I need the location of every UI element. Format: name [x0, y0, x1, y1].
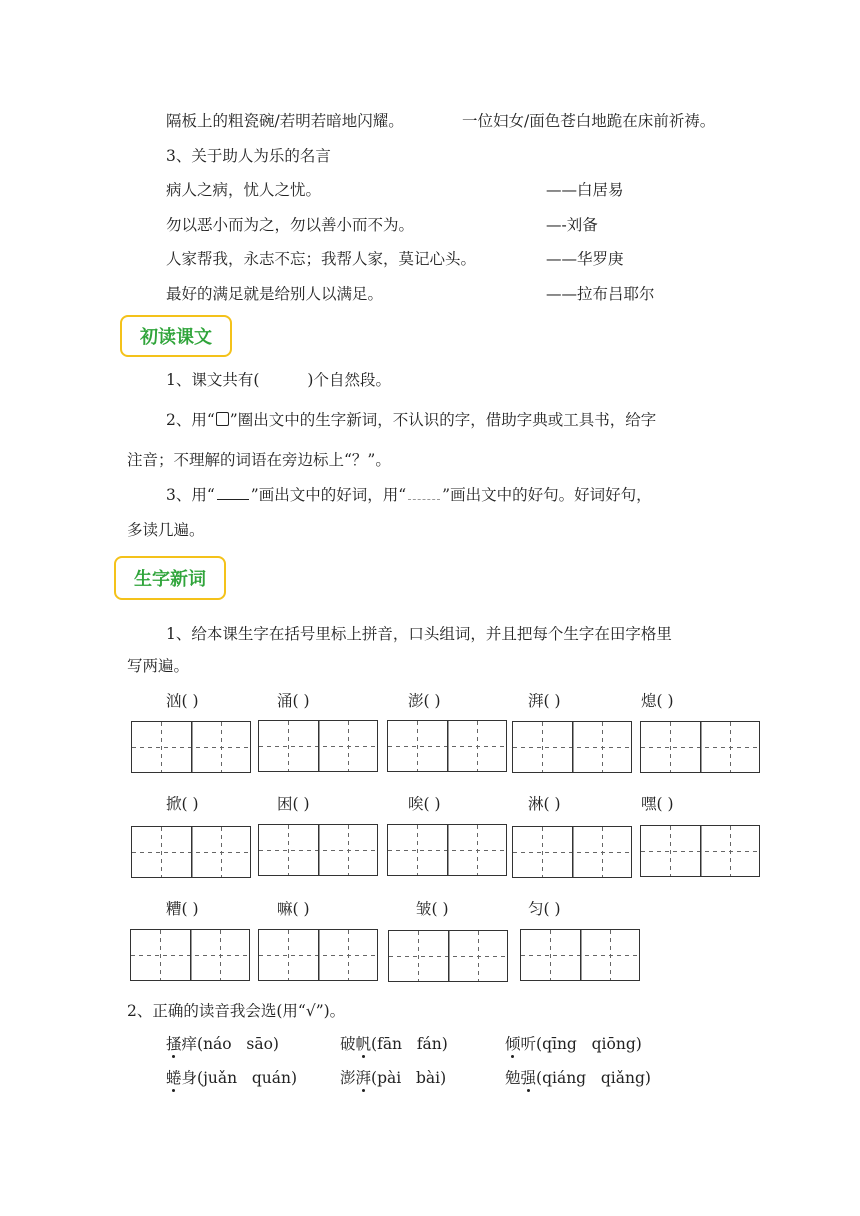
- tian-grid[interactable]: [520, 929, 640, 981]
- dotted-char: 湃: [355, 1069, 372, 1087]
- quote-text: 人家帮我，永志不忘；我帮人家，莫记心头。: [166, 250, 477, 268]
- char-label: 糟( ): [166, 900, 199, 918]
- pronunciation-choice[interactable]: [505, 1068, 651, 1088]
- pronunciation-choice[interactable]: [340, 1068, 446, 1088]
- task-3-text-b: ”画出文中的好词，用“: [250, 486, 407, 504]
- char-label: 嘿( ): [641, 795, 674, 813]
- task-2: [166, 410, 656, 430]
- dotted-char: 倾: [505, 1035, 521, 1053]
- tian-grid[interactable]: [258, 824, 378, 876]
- new-words-instruction: 1、给本课生字在括号里标上拼音，口头组词，并且把每个生字在田字格里: [166, 625, 672, 643]
- tian-grid[interactable]: [131, 826, 251, 878]
- choice-options: (qiáng qiǎng): [536, 1069, 651, 1087]
- section-heading-new-words: 生字新词: [114, 556, 226, 600]
- intro-right-text: 一位妇女/面色苍白地跪在床前祈祷。: [462, 112, 716, 130]
- section-heading-first-reading: 初读课文: [120, 315, 232, 357]
- char-label: 匀( ): [528, 900, 561, 918]
- straight-underline-icon: [217, 485, 249, 500]
- tian-grid[interactable]: [640, 825, 760, 877]
- task-2-text-b: ”圈出文中的生字新词，不认识的字，借助字典或工具书，给字: [229, 411, 657, 429]
- dotted-char: 强: [520, 1069, 537, 1087]
- wavy-underline-icon: [408, 485, 440, 500]
- tian-grid[interactable]: [130, 929, 250, 981]
- char-label: 唉( ): [408, 795, 441, 813]
- choice-options: (fān fán): [371, 1035, 448, 1053]
- char-label: 熄( ): [641, 692, 674, 710]
- char-label: 掀( ): [166, 795, 199, 813]
- task-1-text-b: )个自然段。: [307, 371, 391, 389]
- quote-text: 最好的满足就是给别人以满足。: [166, 285, 384, 303]
- quote-author: ——华罗庚: [546, 250, 624, 268]
- choice-prefix: 澎: [340, 1069, 356, 1087]
- tian-grid[interactable]: [258, 929, 378, 981]
- char-label: 澎( ): [408, 692, 441, 710]
- char-label: 嘛( ): [277, 900, 310, 918]
- tian-grid[interactable]: [387, 824, 507, 876]
- tian-grid[interactable]: [388, 930, 508, 982]
- tian-grid[interactable]: [131, 721, 251, 773]
- char-label: 汹( ): [166, 692, 199, 710]
- pronunciation-choice[interactable]: [166, 1034, 279, 1054]
- tian-grid[interactable]: [640, 721, 760, 773]
- pronunciation-choice[interactable]: [340, 1034, 448, 1054]
- tian-grid[interactable]: [258, 720, 378, 772]
- pronunciation-choice[interactable]: [505, 1034, 642, 1054]
- tian-grid[interactable]: [512, 826, 632, 878]
- char-label: 湃( ): [528, 692, 561, 710]
- quote-text: 病人之病，忧人之忧。: [166, 181, 322, 199]
- char-label: 困( ): [277, 795, 310, 813]
- task-1: [166, 370, 391, 390]
- choice-prefix: 勉: [505, 1069, 521, 1087]
- dotted-char: 搔: [166, 1035, 182, 1053]
- tian-grid[interactable]: [512, 721, 632, 773]
- intro-left-text: 隔板上的粗瓷碗/若明若暗地闪耀。: [166, 112, 404, 130]
- quotes-title: 3、关于助人为乐的名言: [166, 147, 331, 165]
- quote-author: ——拉布吕耶尔: [546, 285, 655, 303]
- task-1-text-a: 1、课文共有(: [166, 371, 260, 389]
- dotted-char: 蜷: [166, 1069, 182, 1087]
- pronunciation-choice[interactable]: [166, 1068, 297, 1088]
- choice-options: 听(qīng qiōng): [520, 1035, 642, 1053]
- quote-author: ——白居易: [546, 181, 624, 199]
- task-3-continued: 多读几遍。: [127, 521, 205, 539]
- choice-prefix: 破: [340, 1035, 356, 1053]
- task-3: [166, 485, 652, 505]
- pronunciation-question: 2、正确的读音我会选(用“√”)。: [127, 1002, 346, 1020]
- task-3-text-a: 3、用“: [166, 486, 215, 504]
- choice-options: 痒(náo sāo): [181, 1035, 279, 1053]
- task-2-text-a: 2、用“: [166, 411, 215, 429]
- tian-grid[interactable]: [387, 720, 507, 772]
- quote-author: —-刘备: [546, 216, 598, 234]
- char-label: 涌( ): [277, 692, 310, 710]
- choice-options: 身(juǎn quán): [181, 1069, 298, 1087]
- task-2-continued: 注音；不理解的词语在旁边标上“？”。: [127, 451, 391, 469]
- square-icon: [216, 412, 229, 426]
- dotted-char: 帆: [355, 1035, 372, 1053]
- task-3-text-c: ”画出文中的好句。好词好句，: [442, 486, 652, 504]
- char-label: 皱( ): [416, 900, 449, 918]
- new-words-instruction-continued: 写两遍。: [127, 657, 190, 675]
- char-label: 淋( ): [528, 795, 561, 813]
- quote-text: 勿以恶小而为之，勿以善小而不为。: [166, 216, 415, 234]
- choice-options: (pài bài): [371, 1069, 447, 1087]
